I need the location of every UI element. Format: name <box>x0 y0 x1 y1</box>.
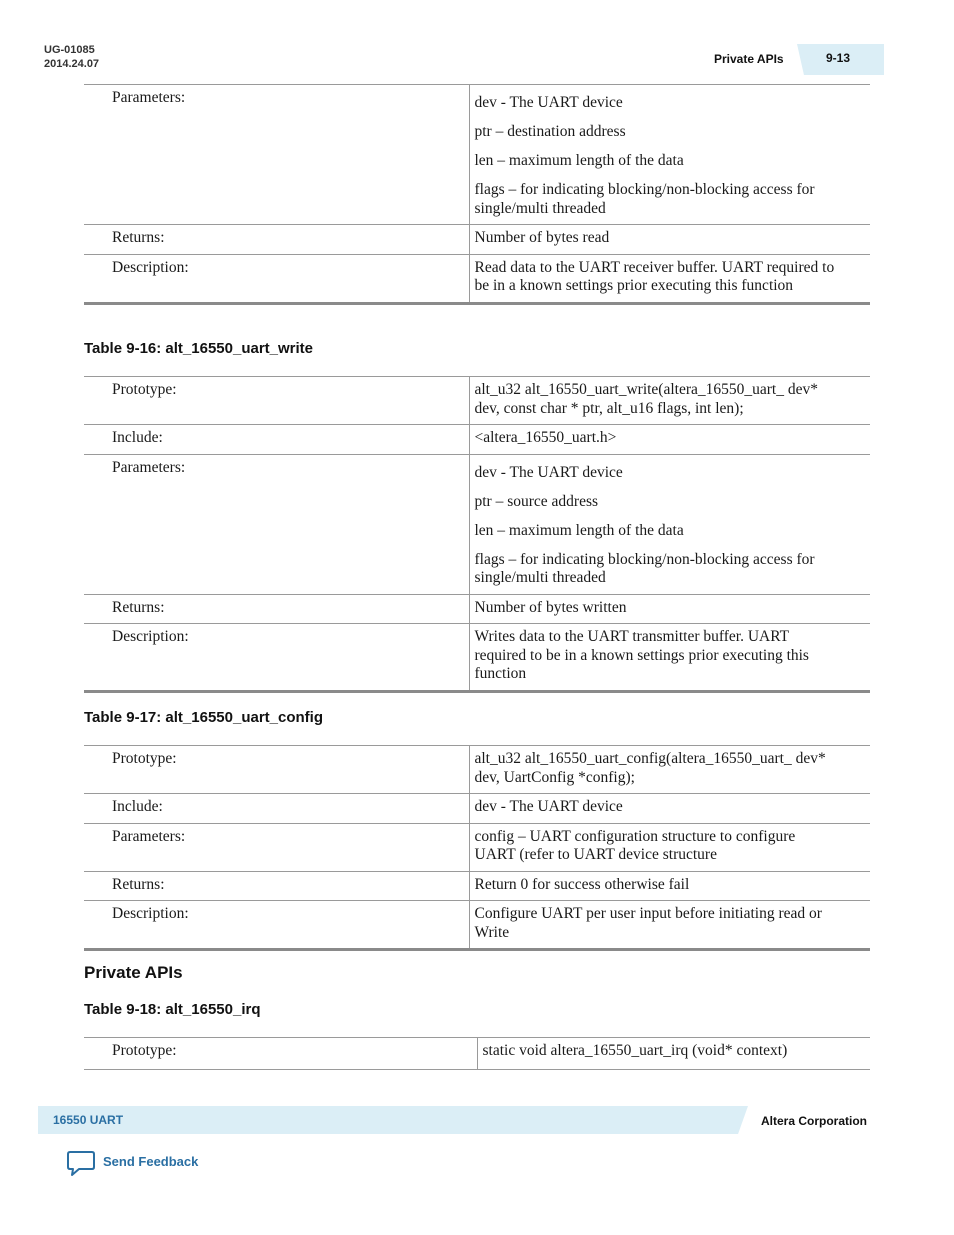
row-value: alt_u32 alt_16550_uart_write(altera_16550_uart_ dev* dev, const char * ptr, alt_u16 flags, int len); <box>469 377 870 425</box>
row-label: Returns: <box>84 594 469 624</box>
row-value: Return 0 for success otherwise fail <box>469 871 870 901</box>
row-label: Returns: <box>84 225 469 255</box>
row-value: Writes data to the UART transmitter buffer. UART required to be in a known settings prior executing this function <box>469 624 870 692</box>
row-value: dev - The UART device <box>469 794 870 824</box>
parameter-item: ptr – source address <box>474 492 599 510</box>
document-date: 2014.24.07 <box>44 58 100 70</box>
table-row <box>84 624 870 692</box>
table-row <box>84 85 870 225</box>
table-row <box>84 823 870 871</box>
table-uart-config <box>84 745 870 951</box>
row-label: Description: <box>84 624 469 692</box>
table-row <box>84 794 870 824</box>
table-caption: Table 9-17: alt_16550_uart_config <box>84 709 323 726</box>
parameter-item: flags – for indicating blocking/non-blocking access for single/multi threaded <box>474 550 815 586</box>
page-number: 9-13 <box>826 51 851 65</box>
row-value: Read data to the UART receiver buffer. UART required to be in a known settings prior executing this function <box>469 254 870 303</box>
table-row <box>84 871 870 901</box>
send-feedback-link[interactable]: Send Feedback <box>103 1154 199 1169</box>
parameter-item: dev - The UART device <box>474 463 623 481</box>
table-uart-write <box>84 376 870 693</box>
table-continued <box>84 84 870 305</box>
row-label: Description: <box>84 901 469 950</box>
row-value: Number of bytes read <box>469 225 870 255</box>
table-row <box>84 454 870 594</box>
document-meta <box>44 43 99 71</box>
row-value: Number of bytes written <box>469 594 870 624</box>
row-label: Parameters: <box>84 85 469 225</box>
row-label: Include: <box>84 794 469 824</box>
parameter-item: len – maximum length of the data <box>474 521 684 539</box>
table-row <box>84 594 870 624</box>
parameter-item: ptr – destination address <box>474 123 626 140</box>
row-label: Parameters: <box>84 823 469 871</box>
header-section-title: Private APIs <box>714 52 784 66</box>
table-row <box>84 746 870 794</box>
table-caption: Table 9-18: alt_16550_irq <box>84 1001 261 1018</box>
document-id: UG-01085 <box>44 44 95 56</box>
speech-bubble-icon[interactable] <box>66 1150 96 1178</box>
table-row <box>84 377 870 425</box>
footer-company: Altera Corporation <box>761 1114 868 1128</box>
table-uart-irq <box>84 1037 870 1070</box>
parameter-item: len – maximum length of the data <box>474 152 684 169</box>
row-label: Include: <box>84 425 469 455</box>
table-row <box>84 225 870 255</box>
row-value: alt_u32 alt_16550_uart_config(altera_16550_uart_ dev* dev, UartConfig *config); <box>469 746 870 794</box>
footer-product[interactable]: 16550 UART <box>53 1113 124 1127</box>
row-value <box>469 85 870 225</box>
row-value: <altera_16550_uart.h> <box>469 425 870 455</box>
table-row <box>84 254 870 303</box>
row-label: Prototype: <box>84 1038 477 1070</box>
parameter-item: dev - The UART device <box>474 94 623 111</box>
row-label: Prototype: <box>84 377 469 425</box>
section-heading: Private APIs <box>84 963 183 982</box>
table-row <box>84 1038 870 1070</box>
row-value: static void altera_16550_uart_irq (void* context) <box>477 1038 870 1070</box>
table-caption: Table 9-16: alt_16550_uart_write <box>84 340 314 357</box>
row-label: Parameters: <box>84 454 469 594</box>
footer-band <box>38 1106 748 1134</box>
row-label: Returns: <box>84 871 469 901</box>
row-value <box>469 454 870 594</box>
row-label: Description: <box>84 254 469 303</box>
row-value: Configure UART per user input before initiating read or Write <box>469 901 870 950</box>
parameter-item: flags – for indicating blocking/non-blocking access for single/multi threaded <box>474 181 815 217</box>
row-value: config – UART configuration structure to configure UART (refer to UART device structure <box>469 823 870 871</box>
row-label: Prototype: <box>84 746 469 794</box>
table-row <box>84 425 870 455</box>
table-row <box>84 901 870 950</box>
